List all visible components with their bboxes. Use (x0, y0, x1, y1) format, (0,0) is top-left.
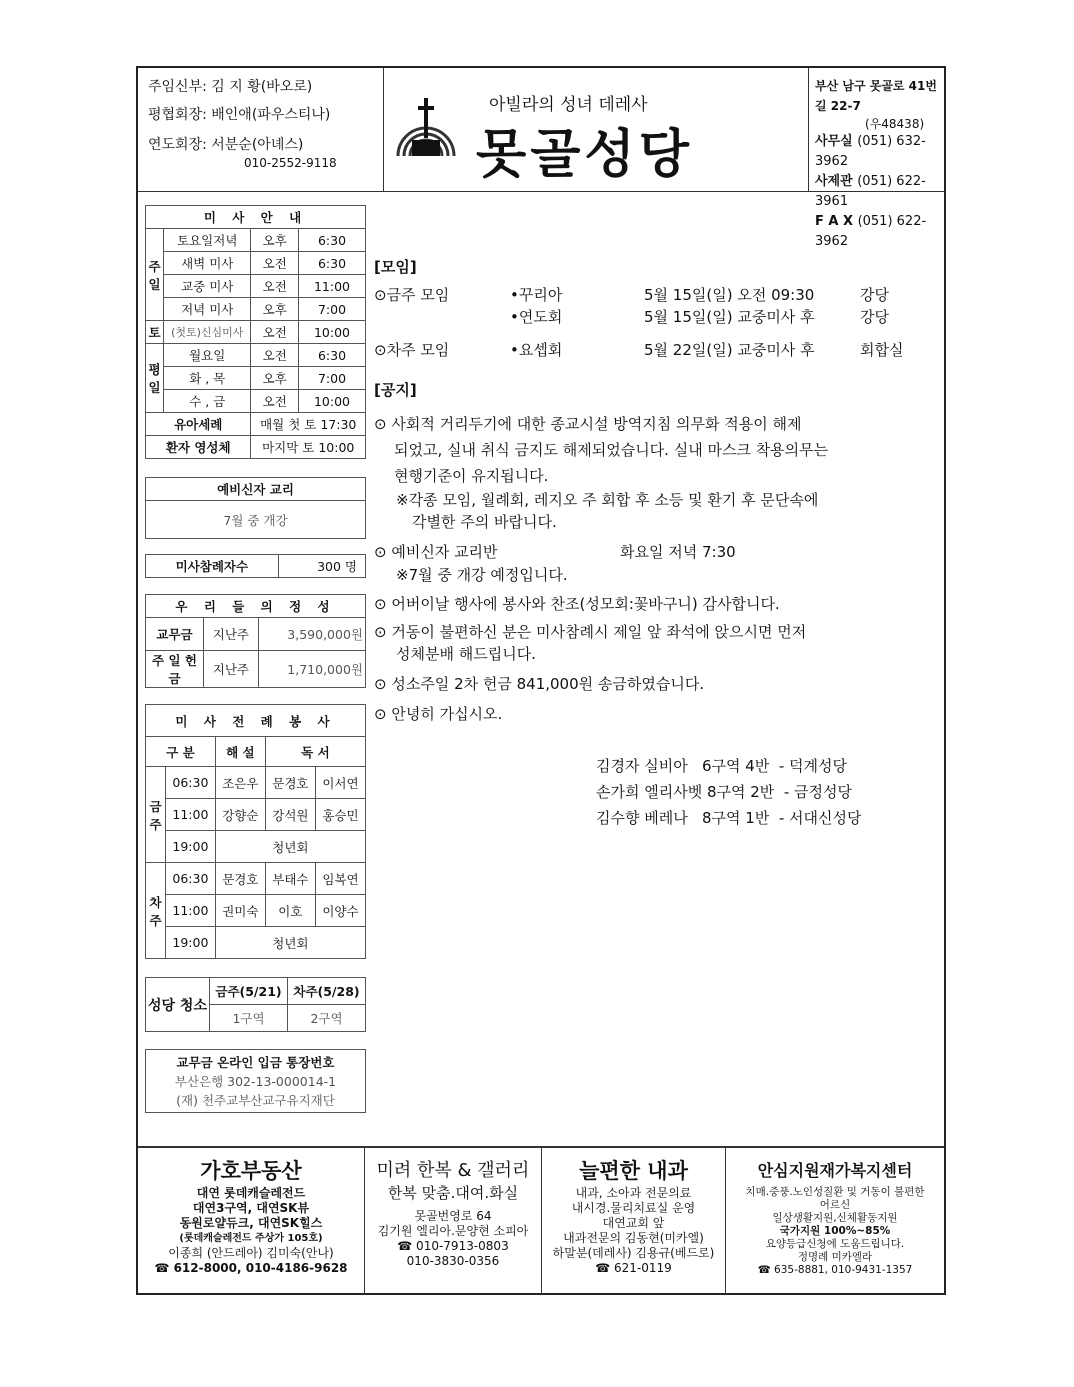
ads-3-lines-4: 요양등급신청에 도움드립니다. (765, 1238, 905, 1250)
notices-farewell-1: 손가희 엘리사벳 8구역 2반 - 금정성당 (596, 783, 852, 801)
ads-1-title: 미려 한복 & 갤러리 (376, 1160, 530, 1181)
ads-1-lines-0: 한복 맞춤.대여.화실 (387, 1184, 519, 1202)
service-rows-2-time: 19:00 (166, 831, 216, 863)
meetings-this-label: ⊙금주 모임 (374, 286, 450, 304)
ads-3-lines-6: ☎ 635-8881, 010-9431-1357 (757, 1264, 913, 1276)
ad-hanbok (365, 1148, 542, 1295)
contact-fax (815, 212, 940, 252)
catechumen-value: 7월 중 개강 (146, 501, 366, 539)
header-contacts-2-label: F A X (815, 214, 854, 229)
notice-5: ⊙ 성소주일 2차 헌금 841,000원 송금하였습니다. (374, 675, 705, 693)
meetings-items-1-when: 5월 15일(일) 교중미사 후 (644, 308, 815, 326)
service-rows-3-a: 문경호 (215, 863, 265, 895)
mass-sick-communion-label: 환자 영성체 (146, 436, 251, 459)
pastor: 주임신부: 김 지 황(바오로) (148, 79, 313, 95)
mass-rows-7-time: 10:00 (299, 390, 366, 413)
mass-rows-0-ampm: 오후 (251, 229, 299, 252)
mass-rows-2-time: 11:00 (299, 275, 366, 298)
ads-0-lines-2: 동원로얄듀크, 대연SK힐스 (179, 1216, 323, 1230)
legion-phone: 010-2552-9118 (244, 156, 337, 170)
mass-rows-3-time: 7:00 (299, 298, 366, 321)
notices-n1c: 현행기준이 유지됩니다. (394, 467, 549, 485)
meetings-items-1-name: •연도회 (510, 308, 563, 326)
liturgy-service-table (145, 704, 366, 959)
mass-rows-2-name: 교중 미사 (164, 275, 251, 298)
catechumen-title: 예비신자 교리 (146, 478, 366, 501)
service-headers-0: 구 분 (146, 737, 216, 767)
contact-office (815, 132, 940, 172)
service-rows-2-all: 청년회 (215, 831, 365, 863)
ad-clinic (542, 1148, 726, 1295)
notice-2 (374, 539, 934, 565)
address: 부산 남구 못골로 41번길 22-7 (815, 79, 937, 113)
mass-rows-7-name: 수 , 금 (164, 390, 251, 413)
ads-1-lines-1: 못골번영로 64 (414, 1209, 492, 1223)
mass-rows-3-name: 저녁 미사 (164, 298, 251, 321)
mass-title: 미 사 안 내 (146, 206, 366, 229)
notices-farewell-0: 김경자 실비아 6구역 4반 - 덕계성당 (596, 757, 848, 775)
ads-1-lines-4: 010-3830-0356 (406, 1254, 500, 1268)
mass-rows-1-name: 새벽 미사 (164, 252, 251, 275)
mass-rows-1-time: 6:30 (299, 252, 366, 275)
ads-0-title: 가호부동산 (200, 1159, 302, 1183)
ads-3-lines-2: 일상생활지원,신체활동지원 (772, 1212, 898, 1224)
farewell-list (596, 701, 862, 883)
notices-title: [공지] (374, 381, 417, 399)
mass-infant-baptism-value: 매월 첫 토 17:30 (251, 413, 366, 436)
service-rows-1-time: 11:00 (166, 799, 216, 831)
service-rows-3-c: 임복연 (315, 863, 365, 895)
meetings-items-2-place: 회합실 (860, 341, 904, 359)
ads-0-lines-0: 대연 롯데캐슬레전드 (196, 1186, 306, 1200)
account-bank: 부산은행 302-13-000014-1 (174, 1074, 337, 1089)
offerings-rows-1-label: 주 일 헌 금 (146, 651, 204, 688)
account-title: 교무금 온라인 입금 통장번호 (176, 1055, 335, 1070)
service-rows-4-a: 권미숙 (215, 895, 265, 927)
postal-code: (우48438) (865, 117, 925, 131)
service-headers-2: 독 서 (265, 737, 365, 767)
meetings-items-2-name: •요셉회 (510, 341, 563, 359)
patron-saint: 아빌라의 성녀 데레사 (489, 95, 648, 115)
meetings-items-0-place: 강당 (860, 286, 889, 304)
notices-n2t: 화요일 저녁 7:30 (620, 543, 736, 561)
mass-rows-5-name: 월요일 (164, 344, 251, 367)
church-name: 못골성당 (476, 125, 693, 185)
church-logo-icon (394, 96, 458, 158)
ads-3-lines-1: 어르신 (819, 1199, 851, 1211)
mass-rows-4-time: 10:00 (299, 321, 366, 344)
notice-3: ⊙ 어버이날 행사에 봉사와 찬조(성모회:꽃바구니) 감사합니다. (374, 595, 780, 613)
cleaning-next-week: 차주(5/28) (288, 978, 366, 1005)
mass-rows-4-name: (첫토)신심미사 (164, 321, 251, 344)
service-rows-0-time: 06:30 (166, 767, 216, 799)
notice-1: ⊙ 사회적 거리두기에 대한 종교시설 방역지침 의무화 적용이 해제 (374, 415, 802, 433)
service-rows-1-a: 강향순 (215, 799, 265, 831)
mass-rows-4-ampm: 오전 (251, 321, 299, 344)
church-logo-block (384, 68, 809, 191)
ads-0-lines-1: 대연3구역, 대연SK뷰 (192, 1201, 310, 1215)
ads-2-lines-4: 하말분(데레사) 김용규(베드로) (552, 1246, 715, 1260)
notices-n6: ⊙ 안녕히 가십시오. (374, 705, 503, 723)
next-week-meetings (374, 337, 934, 377)
mass-rows-5-ampm: 오전 (251, 344, 299, 367)
service-rows-4-c: 이양수 (315, 895, 365, 927)
meetings-next-label: ⊙차주 모임 (374, 341, 450, 359)
ads-2-lines-2: 대연교회 앞 (602, 1216, 665, 1230)
service-rows-1-c: 홍승민 (315, 799, 365, 831)
mass-rows-0-name: 토요일저녁 (164, 229, 251, 252)
divider (138, 191, 944, 192)
notices-n1b: 되었고, 실내 취식 금지도 해제되었습니다. 실내 마스크 착용의무는 (394, 441, 829, 459)
service-this-week: 금주 (146, 767, 166, 863)
notices-n4b: 성체분배 해드립니다. (396, 645, 536, 663)
offerings-rows-1-amount: 1,710,000원 (258, 651, 365, 688)
catechumen-table (145, 477, 366, 539)
ads-2-title: 늘편한 내과 (579, 1159, 688, 1183)
mass-infant-baptism-label: 유아세례 (146, 413, 251, 436)
ads-2-lines-1: 내시경.물리치료실 운영 (571, 1201, 696, 1215)
service-rows-0-b: 문경호 (265, 767, 315, 799)
account-holder: (재) 천주교부산교구유지재단 (176, 1093, 335, 1108)
cleaning-label: 성당 청소 (146, 978, 210, 1032)
mass-sat-label: 토 (146, 321, 164, 344)
header-contacts-0-value: (051) 632-3962 (815, 134, 926, 169)
notices-n1d: ※각종 모임, 월례회, 레지오 주 회합 후 소등 및 환기 후 문단속에 (396, 491, 819, 509)
meetings-items-2-when: 5월 22일(일) 교중미사 후 (644, 341, 815, 359)
ads-0-lines-4: 이종희 (안드레아) 김미숙(안나) (168, 1246, 334, 1260)
meetings-items-1-place: 강당 (860, 308, 889, 326)
service-next-week: 차주 (146, 863, 166, 959)
notices-n2b: ※7월 중 개강 예정입니다. (396, 566, 568, 584)
service-rows-4-time: 11:00 (166, 895, 216, 927)
ad-real-estate (138, 1148, 365, 1295)
mass-rows-6-ampm: 오후 (251, 367, 299, 390)
service-rows-1-b: 강석원 (265, 799, 315, 831)
main-content (374, 254, 934, 827)
service-rows-3-time: 06:30 (166, 863, 216, 895)
header-contacts-1-value: (051) 622-3961 (815, 174, 926, 209)
cleaning-next-value: 2구역 (288, 1005, 366, 1032)
contact-rectory (815, 172, 940, 212)
offerings-title: 우 리 들 의 정 성 (146, 595, 366, 618)
header-contacts-0-label: 사무실 (815, 134, 853, 149)
service-rows-4-b: 이호 (265, 895, 315, 927)
offerings-rows-0-label: 교무금 (146, 618, 204, 651)
meetings-title: [모임] (374, 258, 417, 276)
service-rows-3-b: 부태수 (265, 863, 315, 895)
ads-2-lines-3: 내과전문의 김동현(미카엘) (563, 1231, 704, 1245)
mass-rows-7-ampm: 오전 (251, 390, 299, 413)
leaders (138, 68, 384, 191)
service-headers-1: 해 설 (215, 737, 265, 767)
header-contacts-1-label: 사제관 (815, 174, 853, 189)
header-contacts-2-value: (051) 622-3962 (815, 214, 927, 249)
notice-6 (374, 701, 934, 827)
service-rows-5-all: 청년회 (215, 927, 365, 959)
contact-info (809, 68, 946, 249)
cleaning-this-value: 1구역 (210, 1005, 288, 1032)
service-rows-5-time: 19:00 (166, 927, 216, 959)
cleaning-table (145, 977, 366, 1032)
attendance-label: 미사참례자수 (146, 555, 279, 578)
notices-n2: ⊙ 예비신자 교리반 (374, 543, 498, 561)
offerings-rows-0-period: 지난주 (204, 618, 259, 651)
mass-weekday-label: 평일 (146, 344, 164, 413)
bulletin (136, 66, 946, 1295)
service-rows-0-c: 이서연 (315, 767, 365, 799)
ads-2-lines-5: ☎ 621-0119 (595, 1261, 672, 1275)
mass-rows-5-time: 6:30 (299, 344, 366, 367)
ad-welfare-center (726, 1148, 944, 1295)
service-title: 미 사 전 례 봉 사 (146, 705, 366, 737)
notices-farewell-2: 김수향 베레나 8구역 1반 - 서대신성당 (596, 809, 862, 827)
ads-3-lines-0: 치매.중풍.노인성질환 및 거동이 불편한 (745, 1186, 925, 1198)
ads-1-lines-3: ☎ 010-7913-0803 (397, 1239, 509, 1253)
meetings-items-0-name: •꾸리아 (510, 286, 563, 304)
offerings-table (145, 594, 366, 688)
offerings-rows-0-amount: 3,590,000원 (258, 618, 365, 651)
ads-0-lines-3: (롯데캐슬레전드 주상가 105호) (179, 1233, 323, 1244)
meetings-items-0-when: 5월 15일(일) 오전 09:30 (644, 286, 815, 304)
ads-2-lines-0: 내과, 소아과 전문의료 (575, 1186, 692, 1200)
mass-rows-6-time: 7:00 (299, 367, 366, 390)
service-rows-0-a: 조은우 (215, 767, 265, 799)
ads-3-lines-5: 정명례 미카엘라 (797, 1251, 873, 1263)
ads-3-title: 안심지원재가복지센터 (757, 1161, 913, 1180)
mass-rows-6-name: 화 , 목 (164, 367, 251, 390)
mass-rows-2-ampm: 오전 (251, 275, 299, 298)
ads-0-lines-5: ☎ 612-8000, 010-4186-9628 (154, 1261, 348, 1275)
notice-4: ⊙ 거동이 불편하신 분은 미사참례시 제일 앞 좌석에 앉으시면 먼저 (374, 623, 807, 641)
this-week-meetings (374, 282, 934, 337)
mass-sunday-label: 주일 (146, 229, 164, 321)
mass-schedule-table (145, 205, 366, 459)
cleaning-this-week: 금주(5/21) (210, 978, 288, 1005)
mass-rows-3-ampm: 오후 (251, 298, 299, 321)
ads-1-lines-2: 김기원 엘리아.문양현 소피아 (377, 1224, 529, 1238)
mass-rows-0-time: 6:30 (299, 229, 366, 252)
council-head: 평협회장: 배인애(파우스티나) (148, 107, 331, 123)
mass-rows-1-ampm: 오전 (251, 252, 299, 275)
legion-head: 연도회장: 서분순(아녜스) (148, 137, 304, 153)
attendance-value: 300 명 (278, 555, 365, 578)
account-box (145, 1049, 366, 1113)
mass-sick-communion-value: 마지막 토 10:00 (251, 436, 366, 459)
attendance-table (145, 554, 366, 578)
offerings-rows-1-period: 지난주 (204, 651, 259, 688)
notices-n1e: 각별한 주의 바랍니다. (412, 513, 557, 531)
ads-3-lines-3: 국가지원 100%~85% (779, 1225, 891, 1237)
